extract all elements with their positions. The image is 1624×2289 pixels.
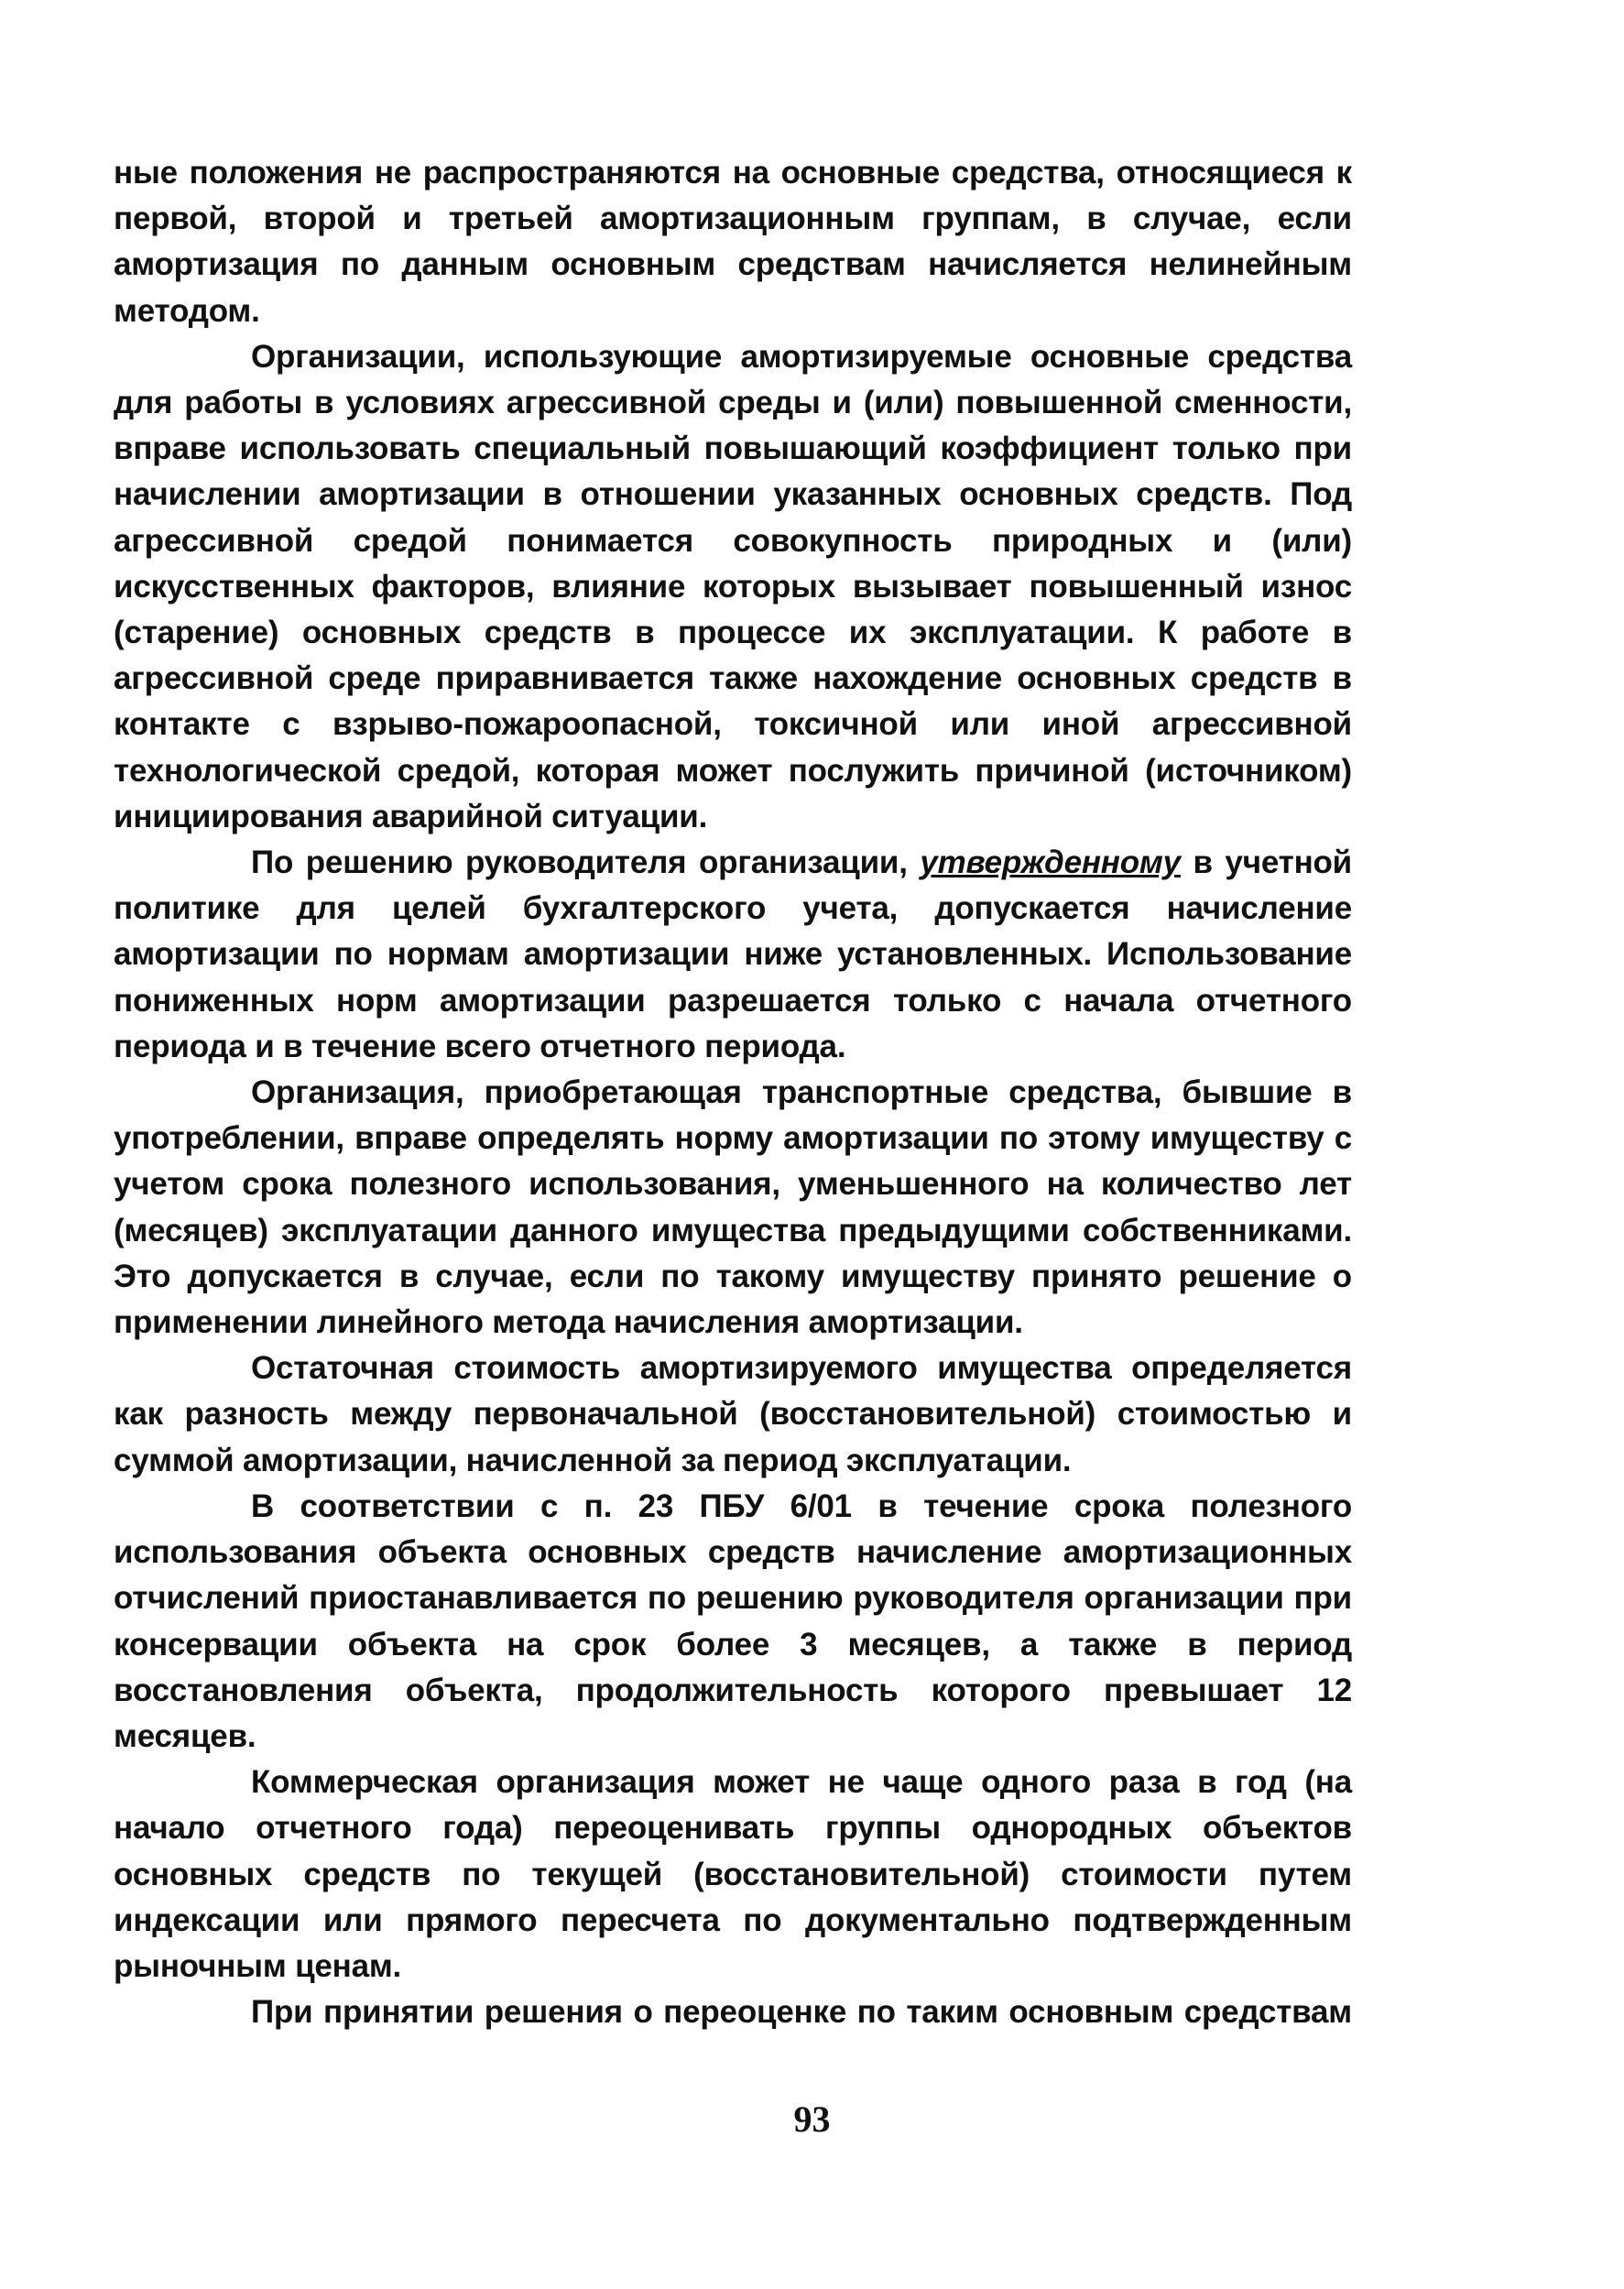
- paragraph-used-vehicles: Организация, приобретающая транспортные средства, бывшие в употреблении, вправе определять норму амортизации по этому имуществу с учетом срока полезного использования, уменьшенного на количество лет (месяцев) эксплуатации данного имущества предыдущими собственниками. Это допускается в случае, если по такому имуществу принято решение о применении линейного метода начисления амортизации.: [114, 1074, 1352, 1341]
- paragraph-residual-value: Остаточная стоимость амортизируемого имущества определяется как разность между первоначальной (восстановительной) стоимостью и суммой амортизации, начисленной за период эксплуатации.: [114, 1350, 1352, 1478]
- paragraph-continuation: ные положения не распространяются на основные средства, относящиеся к первой, второй и третьей амортизационным группам, в случае, если амортизация по данным основным средствам начисляется нелинейным методом.: [114, 155, 1352, 329]
- paragraph-reduced-rates-after: в учетной политике для целей бухгалтерского учета, допускается начисление амортизации по нормам амортизации ниже установленных. Использование пониженных норм амортизации разрешается только с начала отчетного периода и в течение всего отчетного периода.: [114, 845, 1353, 1064]
- paragraph-pbu-suspension: В соответствии с п. 23 ПБУ 6/01 в течение срока полезного использования объекта основных средств начисление амортизационных отчислений приостанавливается по решению руководителя организации при консервации объекта на срок более 3 месяцев, а также в период восстановления объекта, продолжительность которого превышает 12 месяцев.: [114, 1488, 1352, 1754]
- paragraph-revaluation-decision: При принятии решения о переоценке по таким основным средствам: [251, 1994, 1352, 2031]
- page-number: 93: [793, 2098, 831, 2140]
- paragraph-reduced-rates-before: По решению руководителя организации,: [251, 845, 921, 881]
- document-body: [114, 150, 1352, 2035]
- paragraph-revaluation: Коммерческая организация может не чаще одного раза в год (на начало отчетного года) переоценивать группы однородных объектов основных средств по текущей (восстановительной) стоимости путем индексации или прямого пересчета по документально подтвержденным рыночным ценам.: [114, 1764, 1352, 1984]
- paragraph-reduced-rates: [114, 840, 1352, 1070]
- emphasized-word: утвержденному: [920, 845, 1181, 881]
- paragraph-aggressive-environment: Организации, использующие амортизируемые основные средства для работы в условиях агрессивной среды и (или) повышенной сменности, вправе использовать специальный повышающий коэффициент только при начислении амортизации в отношении указанных основных средств. Под агрессивной средой понимается совокупность природных и (или) искусственных факторов, влияние которых вызывает повышенный износ (старение) основных средств в процессе их эксплуатации. К работе в агрессивной среде приравнивается также нахождение основных средств в контакте с взрыво-пожароопасной, токсичной или иной агрессивной технологической средой, которая может послужить причиной (источником) инициирования аварийной ситуации.: [114, 338, 1352, 834]
